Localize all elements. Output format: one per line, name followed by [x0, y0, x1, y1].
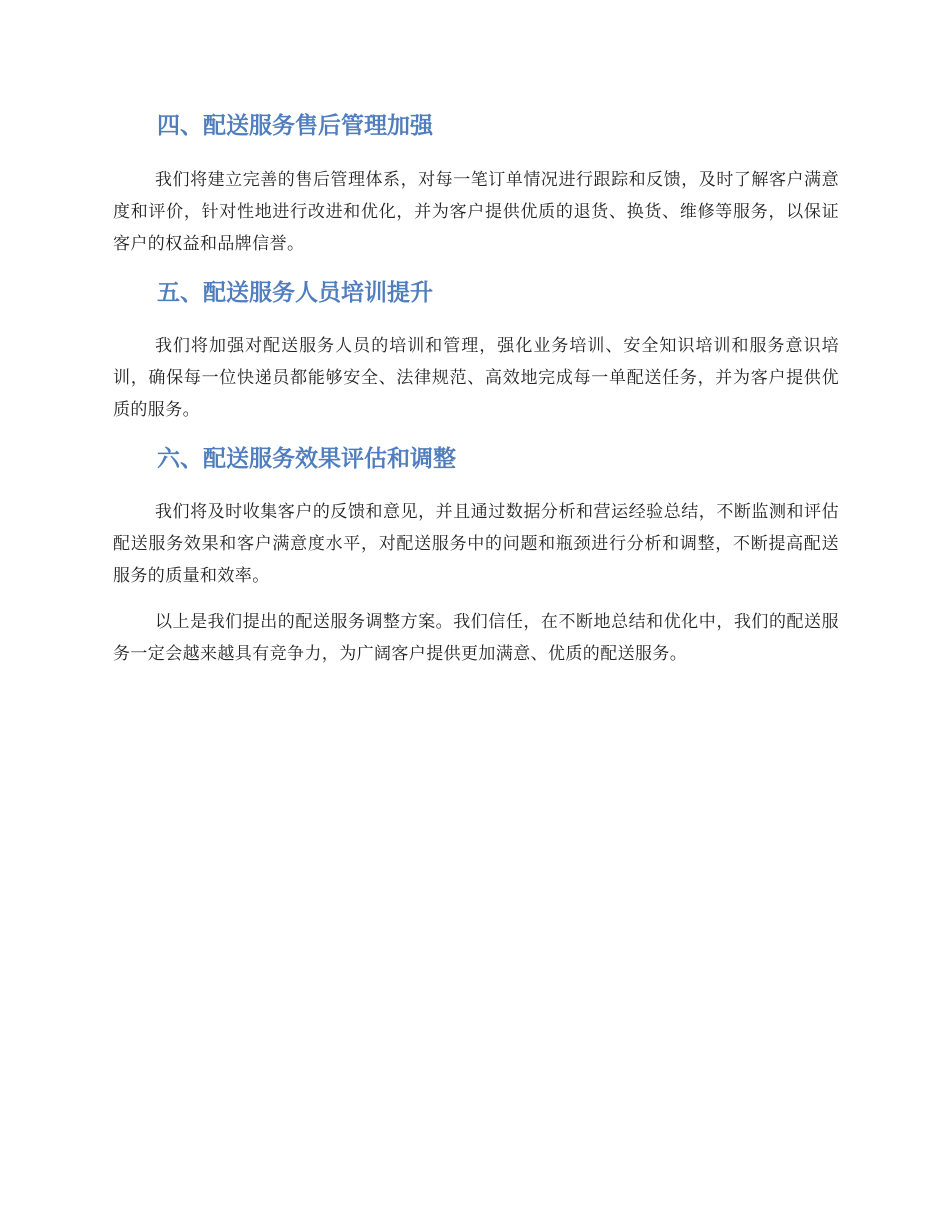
section-paragraph-after-sales: 我们将建立完善的售后管理体系，对每一笔订单情况进行跟踪和反馈，及时了解客户满意度和评价，针对性地进行改进和优化，并为客户提供优质的退货、换货、维修等服务，以保证客户的权益和品牌信誉。 [113, 170, 839, 254]
conclusion-paragraph: 以上是我们提出的配送服务调整方案。我们信任，在不断地总结和优化中，我们的配送服务一定会越来越具有竞争力，为广阔客户提供更加满意、优质的配送服务。 [113, 612, 839, 664]
section-paragraph-staff-training: 我们将加强对配送服务人员的培训和管理，强化业务培训、安全知识培训和服务意识培训，确保每一位快递员都能够安全、法律规范、高效地完成每一单配送任务，并为客户提供优质的服务。 [113, 336, 839, 420]
section-paragraph-evaluation: 我们将及时收集客户的反馈和意见，并且通过数据分析和营运经验总结，不断监测和评估配送服务效果和客户满意度水平，对配送服务中的问题和瓶颈进行分析和调整，不断提高配送服务的质量和效率。 [113, 502, 839, 586]
section-heading-staff-training: 五、配送服务人员培训提升 [157, 280, 433, 306]
section-heading-evaluation: 六、配送服务效果评估和调整 [157, 446, 456, 472]
section-heading-after-sales: 四、配送服务售后管理加强 [157, 113, 433, 139]
